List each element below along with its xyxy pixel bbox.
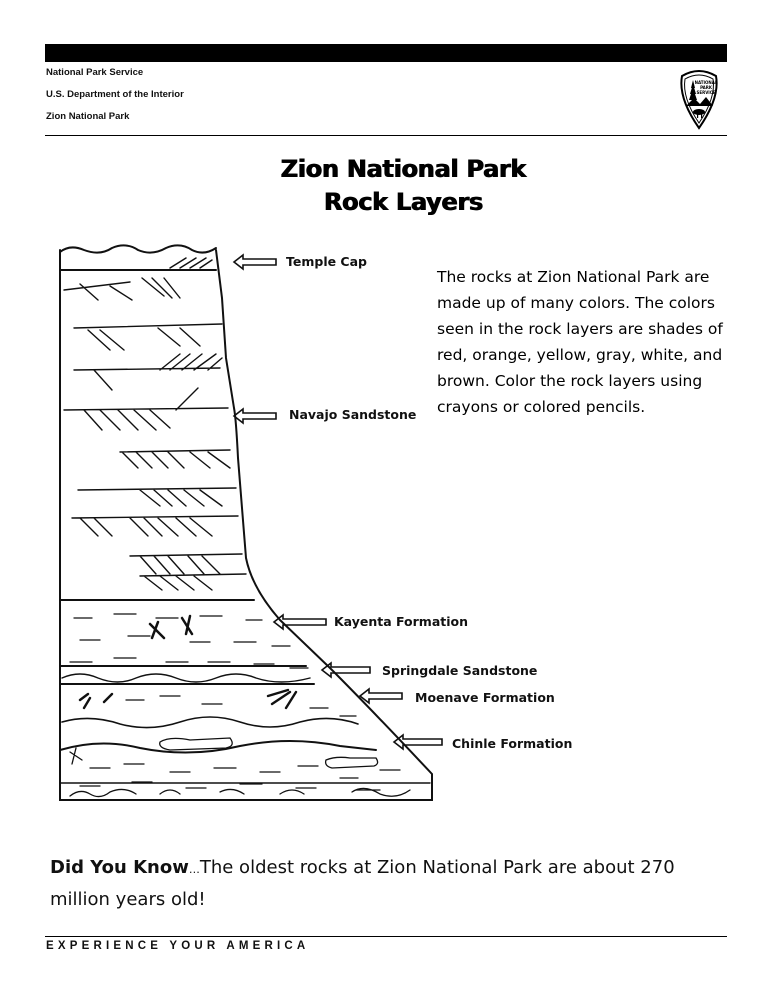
cliff-top-wave [60,245,216,252]
did-you-know-ellipsis: … [188,863,200,876]
chinle-texture [70,738,400,790]
page-title-line1: Zion National Park [280,155,526,183]
footer-tagline: EXPERIENCE YOUR AMERICA [46,940,310,952]
header-black-bar [45,44,727,62]
arrow-navajo [234,409,276,423]
arrow-moenave [360,689,402,703]
did-you-know-text: The oldest rocks at Zion National Park are about 270 million years old! [50,857,675,910]
logo-text-line1: NATIONAL [694,80,718,85]
label-kayenta-formation: Kayenta Formation [334,614,469,629]
description-text: The rocks at Zion National Park are made up of many colors. The colors seen in the rock layers are shades of red, orange, yellow, gray, white, and brown. Color the rock layers using crayons or colored pencils. [437,268,723,416]
department-name: U.S. Department of the Interior [46,89,184,100]
page-title-line2: Rock Layers [323,188,483,216]
did-you-know-lead: Did You Know [50,857,189,878]
logo-text-line3: SERVICE [696,90,716,95]
label-navajo-sandstone: Navajo Sandstone [289,407,417,422]
label-temple-cap: Temple Cap [286,254,367,269]
arrow-temple-cap [234,255,276,269]
nps-arrowhead-logo [676,68,722,130]
logo-text-line2: PARK [700,85,712,90]
navajo-cross-beds [64,278,246,590]
label-chinle-formation: Chinle Formation [452,736,573,751]
label-springdale-sandstone: Springdale Sandstone [382,663,538,678]
moenave-texture [80,690,356,716]
agency-name: National Park Service [46,67,144,78]
rock-layers-diagram [40,238,560,818]
arrow-springdale [322,663,370,677]
did-you-know [50,853,730,915]
footer-divider [45,936,727,937]
moenave-bottom [60,741,376,753]
header-divider [45,135,727,136]
park-name: Zion National Park [46,111,130,122]
label-moenave-formation: Moenave Formation [415,690,555,705]
kayenta-texture [70,614,308,668]
cliff-outline [60,250,432,800]
